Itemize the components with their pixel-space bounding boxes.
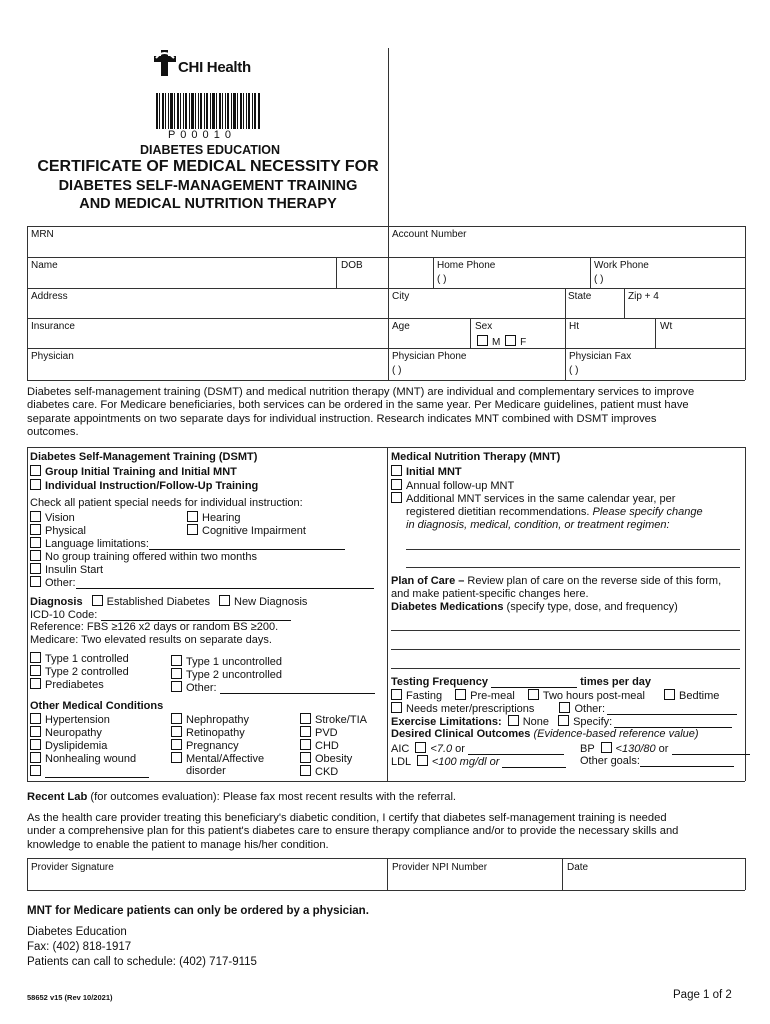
new-diagnosis-checkbox[interactable] [219,595,230,606]
type2u-option[interactable]: Type 2 uncontrolled [171,668,282,681]
contact-block: Diabetes Education Fax: (402) 818-1917 Patients can call to schedule: (402) 717-9115 [27,926,257,968]
dept-label: DIABETES EDUCATION [140,143,281,157]
omc-nonhealing[interactable]: Nonhealing wound [30,752,136,765]
language-option[interactable]: Language limitations: [30,537,345,550]
other-goals-row: Other goals: [580,755,734,767]
dsmt-individual-option[interactable]: Individual Instruction/Follow-Up Training [30,479,258,492]
certify-paragraph: As the health care provider treating this beneficiary's diabetic condition, I certify that diabetes self-management training is needed under a comprehensive plan for this patient's diabetes care to ensure therapy compliance and/or to provide the necessary skills and knowledge to enable the patient to manage his/her condition. [27,812,679,851]
mnt-specify-row: in diagnosis, medical, condition, or treatment regimen: [406,519,670,531]
plan-of-care-row: Plan of Care – Review plan of care on the reverse side of this form, [391,575,722,587]
mnt-annual-option[interactable]: Annual follow-up MNT [391,479,514,492]
omc-hypertension[interactable]: Hypertension [30,713,110,726]
dx-other-checkbox[interactable] [171,681,182,692]
dsmt-group-checkbox[interactable] [30,465,41,476]
physical-checkbox[interactable] [30,524,41,535]
meter-row: Needs meter/prescriptions Other: [391,702,737,715]
twohr-checkbox[interactable] [528,689,539,700]
no-group-checkbox[interactable] [30,550,41,561]
exercise-row: Exercise Limitations: None Specify: [391,715,732,728]
logo-text: CHI Health [178,59,251,76]
sex-label: Sex [475,321,493,332]
reference-row: Reference: FBS ≥126 x2 days or random BS ≥200. [30,621,279,633]
mnt-annual-checkbox[interactable] [391,479,402,490]
diagnosis-row: Diagnosis Established Diabetes New Diagnosis [30,596,308,608]
nonhealing-checkbox[interactable] [30,752,41,763]
sex-options: M F [477,335,526,348]
provider-npi-field[interactable]: Provider NPI Number [392,862,488,873]
dx-other-input[interactable] [220,693,375,694]
premeal-checkbox[interactable] [455,689,466,700]
dsmt-other-checkbox[interactable] [30,576,41,587]
prediabetes-checkbox[interactable] [30,678,41,689]
title-line-1: CERTIFICATE OF MEDICAL NECESSITY FOR [37,158,379,175]
city-label: City [392,291,410,302]
fasting-checkbox[interactable] [391,689,402,700]
ldl-checkbox[interactable] [417,755,428,766]
type1c-option[interactable]: Type 1 controlled [30,652,129,665]
dx-other-option[interactable]: Other: [171,681,375,694]
barcode-text: P 0 0 0 1 0 [168,129,233,141]
omc-chd[interactable]: CHD [300,739,339,752]
provider-signature-field[interactable]: Provider Signature [31,862,114,873]
omc-neuropathy[interactable]: Neuropathy [30,726,102,739]
icd-row: ICD-10 Code: [30,609,291,621]
dsmt-title: Diabetes Self-Management Training (DSMT) [30,451,258,463]
bp-checkbox[interactable] [601,742,612,753]
sex-f-checkbox[interactable] [505,335,516,346]
language-checkbox[interactable] [30,537,41,548]
meds-line-2[interactable] [391,649,740,650]
vision-checkbox[interactable] [30,511,41,522]
insurance-label: Insurance [31,321,75,332]
plan-of-care-row-2: and make patient-specific changes here. [391,588,589,600]
exercise-none-checkbox[interactable] [508,715,519,726]
omc-obesity[interactable]: Obesity [300,752,352,765]
title-line-3: AND MEDICAL NUTRITION THERAPY [79,196,337,212]
medicare-row: Medicare: Two elevated results on separate days. [30,634,272,646]
bp-row: BP <130/80 or [580,742,750,755]
established-checkbox[interactable] [92,595,103,606]
omc-ckd[interactable]: CKD [300,765,338,778]
form-number: 58652 v15 (Rev 10/2021) [27,993,113,1002]
needs-meter-checkbox[interactable] [391,702,402,713]
omc-pvd[interactable]: PVD [300,726,338,739]
home-phone-label: Home Phone [437,260,496,271]
omc-blank-checkbox[interactable] [30,765,41,776]
dob-label: DOB [341,260,363,271]
dsmt-individual-checkbox[interactable] [30,479,41,490]
logo [152,48,272,80]
omc-nephropathy[interactable]: Nephropathy [171,713,249,726]
obesity-checkbox[interactable] [300,752,311,763]
physician-phone-paren: ( ) [392,365,402,376]
mnt-additional-checkbox[interactable] [391,492,402,503]
omc-blank-input[interactable] [45,777,149,778]
type2c-option[interactable]: Type 2 controlled [30,665,129,678]
mnt-physician-note: MNT for Medicare patients can only be ordered by a physician. [27,905,369,917]
recent-lab: Recent Lab (for outcomes evaluation): Please fax most recent results with the referral. [27,791,457,803]
work-phone-paren: ( ) [594,274,604,285]
age-label: Age [392,321,410,332]
hypertension-checkbox[interactable] [30,713,41,724]
testing-row: Testing Frequency times per day [391,676,652,688]
physician-phone-label: Physician Phone [392,351,467,362]
name-label: Name [31,260,58,271]
testing-input[interactable] [491,687,577,688]
omc-mental[interactable]: Mental/Affective [171,752,264,765]
dyslipidemia-checkbox[interactable] [30,739,41,750]
intro-paragraph: Diabetes self-management training (DSMT) and medical nutrition therapy (MNT) are individual and complementary services to improve diabetes care. For Medicare beneficiaries, both services can be ordered in the same year. Per Medicare guidelines, patient must have separate appointments on two separate days for individual instruction. Research indicates MNT combined with DSMT improves outcomes. [27,386,695,439]
prediabetes-option[interactable]: Prediabetes [30,678,104,691]
other-goals-input[interactable] [640,766,734,767]
dsmt-group-option[interactable]: Group Initial Training and Initial MNT [30,465,237,478]
omc-blank[interactable] [30,765,149,778]
ckd-checkbox[interactable] [300,765,311,776]
omc-retinopathy[interactable]: Retinopathy [171,726,245,739]
testing-options: Fasting Pre-meal Two hours post-meal Bedtime [391,689,719,702]
hearing-option[interactable]: Hearing [187,511,241,524]
physician-label: Physician [31,351,74,362]
type2c-checkbox[interactable] [30,665,41,676]
insulin-option[interactable]: Insulin Start [30,563,103,576]
mnt-initial-option[interactable]: Initial MNT [391,465,462,478]
meds-line-3[interactable] [391,668,740,669]
omc-pregnancy[interactable]: Pregnancy [171,739,239,752]
wt-label: Wt [660,321,673,332]
date-field[interactable]: Date [567,862,589,873]
testing-other-checkbox[interactable] [559,702,570,713]
mnt-additional-option[interactable]: Additional MNT services in the same calendar year, per [391,492,675,505]
omc-title: Other Medical Conditions [30,700,164,712]
mnt-initial-checkbox[interactable] [391,465,402,476]
stroke-checkbox[interactable] [300,713,311,724]
chi-cross-icon [152,48,178,78]
sex-m-checkbox[interactable] [477,335,488,346]
dsmt-other-option[interactable]: Other: [30,576,374,589]
barcode [156,93,260,129]
nephropathy-checkbox[interactable] [171,713,182,724]
page-number: Page 1 of 2 [673,989,732,1001]
mrn-label: MRN [31,229,54,240]
physician-fax-paren: ( ) [569,365,579,376]
aic-row: AIC <7.0 or [391,742,564,755]
aic-checkbox[interactable] [415,742,426,753]
special-needs-label: Check all patient special needs for individual instruction: [30,497,303,509]
type1c-checkbox[interactable] [30,652,41,663]
mnt-change-line-2[interactable] [406,567,740,568]
state-label: State [568,291,592,302]
mnt-title: Medical Nutrition Therapy (MNT) [391,451,561,463]
mnt-registered-row: registered dietitian recommendations. Please specify change [406,506,703,518]
meds-line-1[interactable] [391,630,740,631]
physician-fax-label: Physician Fax [569,351,632,362]
pvd-checkbox[interactable] [300,726,311,737]
omc-mental-extra: disorder [186,765,226,777]
pregnancy-checkbox[interactable] [171,739,182,750]
ldl-row: LDL <100 mg/dl or [391,755,566,768]
vision-option[interactable]: Vision [30,511,75,524]
omc-dyslipidemia[interactable]: Dyslipidemia [30,739,107,752]
neuropathy-checkbox[interactable] [30,726,41,737]
hearing-checkbox[interactable] [187,511,198,522]
ldl-input[interactable] [502,767,566,768]
exercise-specify-checkbox[interactable] [558,715,569,726]
mental-checkbox[interactable] [171,752,182,763]
omc-stroke[interactable]: Stroke/TIA [300,713,367,726]
cognitive-option[interactable]: Cognitive Impairment [187,524,306,537]
no-group-option[interactable]: No group training offered within two months [30,550,257,563]
home-phone-paren: ( ) [437,274,447,285]
chd-checkbox[interactable] [300,739,311,750]
insulin-checkbox[interactable] [30,563,41,574]
bedtime-checkbox[interactable] [664,689,675,700]
cognitive-checkbox[interactable] [187,524,198,535]
meds-row: Diabetes Medications (specify type, dose, and frequency) [391,601,678,613]
physical-option[interactable]: Physical [30,524,86,537]
type1u-option[interactable]: Type 1 uncontrolled [171,655,282,668]
zip-label: Zip + 4 [628,291,659,302]
mnt-change-line-1[interactable] [406,549,740,550]
type2u-checkbox[interactable] [171,668,182,679]
work-phone-label: Work Phone [594,260,649,271]
type1u-checkbox[interactable] [171,655,182,666]
outcomes-row: Desired Clinical Outcomes (Evidence-based reference value) [391,728,699,740]
ht-label: Ht [569,321,579,332]
address-label: Address [31,291,68,302]
title-line-2: DIABETES SELF-MANAGEMENT TRAINING [58,178,358,194]
retinopathy-checkbox[interactable] [171,726,182,737]
account-label: Account Number [392,229,467,240]
dsmt-other-input[interactable] [76,588,374,589]
